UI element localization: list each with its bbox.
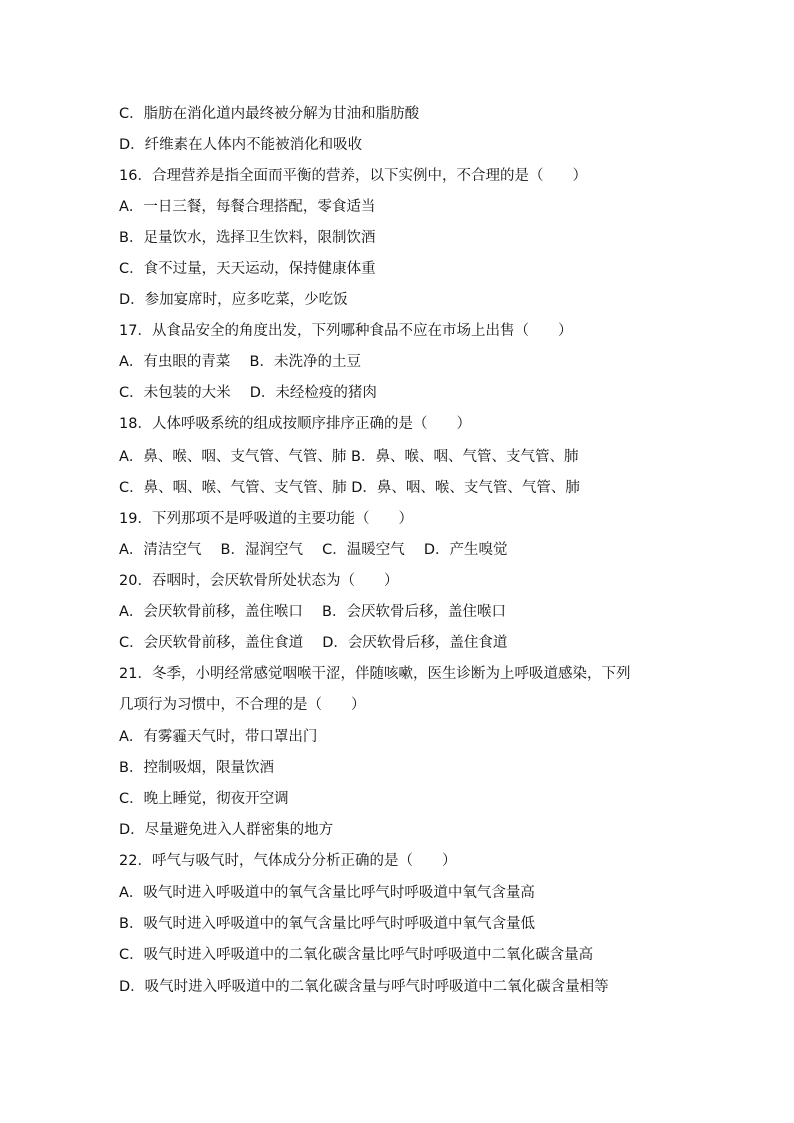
option-line: C．晚上睡觉，彻夜开空调: [119, 791, 289, 807]
option-line: A．吸气时进入呼吸道中的氧气含量比呼气时呼吸道中氧气含量高: [119, 885, 535, 901]
option-line: C．鼻、咽、喉、气管、支气管、肺 D．鼻、咽、喉、支气管、气管、肺: [119, 480, 580, 496]
question-line: 17．从食品安全的角度出发，下列哪种食品不应在市场上出售（ ）: [119, 323, 573, 339]
option-line: C．脂肪在消化道内最终被分解为甘油和脂肪酸: [119, 106, 420, 122]
question-line: 20．吞咽时，会厌软骨所处状态为（ ）: [119, 573, 399, 589]
option-line: A．清洁空气 B．湿润空气 C．温暖空气 D．产生嗅觉: [119, 542, 508, 558]
option-line: A．一日三餐，每餐合理搭配，零食适当: [119, 199, 376, 215]
question-line: 21．冬季，小明经常感觉咽喉干涩，伴随咳嗽，医生诊断为上呼吸道感染，下列: [119, 666, 631, 682]
option-line: D．纤维素在人体内不能被消化和吸收: [119, 137, 363, 153]
option-line: C．未包装的大米 D．未经检疫的猪肉: [119, 385, 377, 401]
option-line: C．食不过量，天天运动，保持健康体重: [119, 261, 376, 277]
option-line: C．会厌软骨前移，盖住食道 D．会厌软骨后移，盖住食道: [119, 635, 508, 651]
option-line: D．参加宴席时，应多吃菜，少吃饭: [119, 292, 348, 308]
option-line: B．吸气时进入呼吸道中的氧气含量比呼气时呼吸道中氧气含量低: [119, 916, 535, 932]
question-line: 几项行为习惯中，不合理的是（ ）: [119, 697, 366, 713]
question-line: 22．呼气与吸气时，气体成分分析正确的是（ ）: [119, 853, 457, 869]
option-line: A．鼻、喉、咽、支气管、气管、肺 B．鼻、喉、咽、气管、支气管、肺: [119, 449, 579, 465]
question-line: 18．人体呼吸系统的组成按顺序排序正确的是（ ）: [119, 416, 471, 432]
option-line: B．控制吸烟，限量饮酒: [119, 760, 274, 776]
option-line: A．有雾霾天气时，带口罩出门: [119, 729, 318, 745]
option-line: D．吸气时进入呼吸道中的二氧化碳含量与呼气时呼吸道中二氧化碳含量相等: [119, 979, 609, 995]
question-line: 16．合理营养是指全面而平衡的营养，以下实例中，不合理的是（ ）: [119, 168, 587, 184]
option-line: C．吸气时进入呼吸道中的二氧化碳含量比呼气时呼吸道中二氧化碳含量高: [119, 947, 594, 963]
question-line: 19．下列那项不是呼吸道的主要功能（ ）: [119, 511, 413, 527]
option-line: D．尽量避免进入人群密集的地方: [119, 822, 334, 838]
option-line: A．会厌软骨前移，盖住喉口 B．会厌软骨后移，盖住喉口: [119, 604, 506, 620]
option-line: A．有虫眼的青菜 B．未洗净的土豆: [119, 354, 361, 370]
option-line: B．足量饮水，选择卫生饮料，限制饮酒: [119, 230, 376, 246]
